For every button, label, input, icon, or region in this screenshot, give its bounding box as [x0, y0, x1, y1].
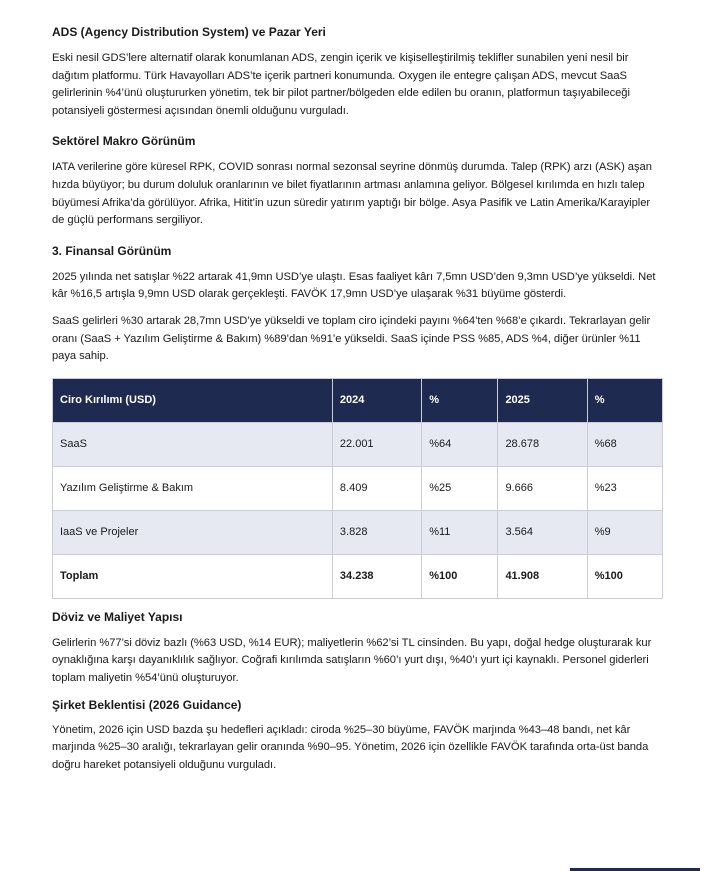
table-row — [53, 422, 663, 466]
table-row — [53, 510, 663, 554]
table-cell: %68 — [587, 422, 662, 466]
section-title-macro: Sektörel Makro Görünüm — [52, 134, 196, 149]
table-cell: 28.678 — [498, 422, 587, 466]
table-cell: %11 — [422, 510, 498, 554]
table-total-row — [53, 554, 663, 598]
section-title-fx: Döviz ve Maliyet Yapısı — [52, 609, 183, 624]
table-cell: 22.001 — [332, 422, 421, 466]
section-title-finance: 3. Finansal Görünüm — [52, 243, 172, 258]
section-body-guidance: Yönetim, 2026 için USD bazda şu hedefleri açıkladı: ciroda %25–30 büyüme, FAVÖK marjında %43–48 bandı, net kâr marjında %25–30 aralığı, tekrarlayan gelir oranında %90–95. Yönetim, 2026 için özellikle FAVÖK tarafında orta-üst banda doğru hareket potansiyeli olduğunu vurguladı. — [52, 723, 649, 771]
table-header-cell: % — [422, 378, 498, 422]
section-title-guidance: Şirket Beklentisi (2026 Guidance) — [52, 697, 242, 712]
table-cell: 3.828 — [332, 510, 421, 554]
section-body-ads: Eski nesil GDS’lere alternatif olarak konumlanan ADS, zengin içerik ve kişiselleştirilmiş teklifler sunabilen yeni nesil bir dağıtım platformu. Türk Havayolları ADS’te içerik partneri konumunda. Oxygen ile entegre çalışan ADS, mevcut SaaS gelirlerinin %4’ünü oluştururken yönetim, tek bir pilot partner/bölgeden elde edilen bu oranın, platformun taşıyabileceği potansiyeli göstermesi açısından önemli olduğunu vurguladı. — [52, 52, 630, 117]
section-body-fx: Gelirlerin %77’si döviz bazlı (%63 USD, %14 EUR); maliyetlerin %62’si TL cinsinden. Bu yapı, doğal hedge oluşturarak kur oynaklığına karşı dayanıklılık sağlıyor. Coğrafi kırılımda satışların %60’ı yurt dışı, %40’ı yurt içi kaynaklı. Personel giderleri toplam maliyetin %54’ünü oluşturuyor. — [52, 636, 652, 684]
table-cell: %100 — [587, 554, 662, 598]
document-page — [52, 24, 664, 774]
table-cell: Toplam — [53, 554, 333, 598]
table-cell: IaaS ve Projeler — [53, 510, 333, 554]
table-cell: 8.409 — [332, 466, 421, 510]
table-header-cell: % — [587, 378, 662, 422]
table-row — [53, 466, 663, 510]
table-cell: 41.908 — [498, 554, 587, 598]
section-body-macro: IATA verilerine göre küresel RPK, COVID sonrası normal sezonsal seyrine dönmüş durumda. Talep (RPK) arzı (ASK) aşan hızda büyüyor; bu durum doluluk oranlarının ve bilet fiyatlarının artması anlamına geliyor. Bölgesel kırılımda en hızlı talep büyümesi Afrika’da görülüyor. Afrika, Hitit’in uzun süredir yatırım yaptığı bir bölge. Asya Pasifik ve Latin Amerika/Karayipler de güçlü performans sergiliyor. — [52, 161, 652, 227]
table-header-cell: 2025 — [498, 378, 587, 422]
table-cell: SaaS — [53, 422, 333, 466]
table-cell: %9 — [587, 510, 662, 554]
table-cell: %23 — [587, 466, 662, 510]
section-title-ads: ADS (Agency Distribution System) ve Pazar Yeri — [52, 25, 326, 39]
table-header-row — [53, 378, 663, 422]
table-cell: 9.666 — [498, 466, 587, 510]
table-cell: 34.238 — [332, 554, 421, 598]
table-cell: %64 — [422, 422, 498, 466]
table-header-cell: 2024 — [332, 378, 421, 422]
table-header-cell: Ciro Kırılımı (USD) — [53, 378, 333, 422]
table-cell: %100 — [422, 554, 498, 598]
revenue-breakdown-table — [52, 378, 663, 599]
section-body-finance-1: 2025 yılında net satışlar %22 artarak 41,9mn USD’ye ulaştı. Esas faaliyet kârı 7,5mn USD’den 9,3mn USD’ye yükseldi. Net kâr %16,5 artışla 9,9mn USD olarak gerçekleşti. FAVÖK 17,9mn USD’ye ulaşarak %31 büyüme gösterdi. — [52, 270, 656, 301]
table-cell: Yazılım Geliştirme & Bakım — [53, 466, 333, 510]
table-cell: 3.564 — [498, 510, 587, 554]
section-body-finance-2: SaaS gelirleri %30 artarak 28,7mn USD’ye yükseldi ve toplam ciro içindeki payını %64’ten %68’e çıkardı. Tekrarlayan gelir oranı (SaaS + Yazılım Geliştirme & Bakım) %89’dan %91’e yükseldi. SaaS içinde PSS %85, ADS %4, diğer ürünler %11 paya sahip. — [52, 314, 651, 363]
table-cell: %25 — [422, 466, 498, 510]
